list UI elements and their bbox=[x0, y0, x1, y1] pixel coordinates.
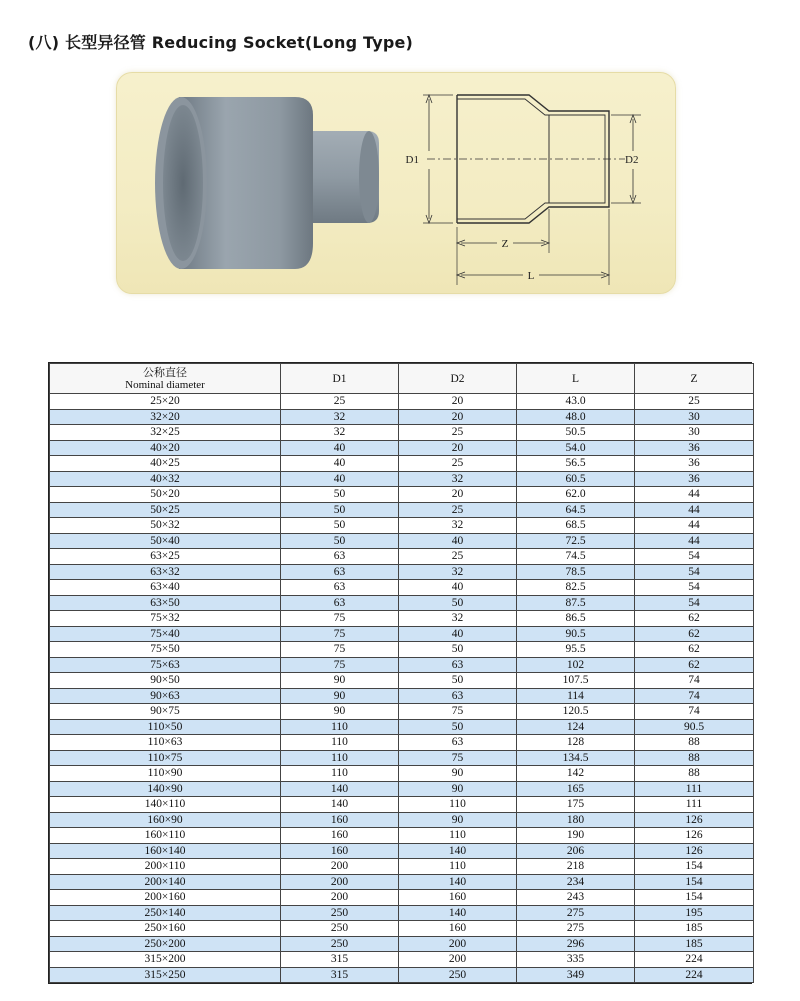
cell-nominal: 40×32 bbox=[50, 471, 281, 487]
cell-z: 88 bbox=[635, 766, 754, 782]
cell-l: 218 bbox=[517, 859, 635, 875]
cell-d2: 160 bbox=[399, 890, 517, 906]
cell-d1: 25 bbox=[281, 394, 399, 410]
cell-nominal: 63×40 bbox=[50, 580, 281, 596]
cell-l: 234 bbox=[517, 874, 635, 890]
cell-z: 54 bbox=[635, 595, 754, 611]
cell-z: 44 bbox=[635, 533, 754, 549]
cell-d2: 200 bbox=[399, 952, 517, 968]
cell-d1: 50 bbox=[281, 518, 399, 534]
cell-z: 111 bbox=[635, 797, 754, 813]
cell-d2: 140 bbox=[399, 843, 517, 859]
cell-l: 349 bbox=[517, 967, 635, 983]
cell-d2: 32 bbox=[399, 611, 517, 627]
cell-d1: 90 bbox=[281, 673, 399, 689]
label-d2: D2 bbox=[625, 154, 639, 166]
dimension-table bbox=[48, 362, 752, 984]
cell-d2: 110 bbox=[399, 859, 517, 875]
table-row bbox=[50, 704, 754, 720]
table-row bbox=[50, 580, 754, 596]
cell-z: 126 bbox=[635, 843, 754, 859]
table-row bbox=[50, 890, 754, 906]
cell-d2: 50 bbox=[399, 673, 517, 689]
cell-nominal: 160×90 bbox=[50, 812, 281, 828]
table-row bbox=[50, 626, 754, 642]
cell-z: 62 bbox=[635, 642, 754, 658]
cell-l: 190 bbox=[517, 828, 635, 844]
cell-l: 64.5 bbox=[517, 502, 635, 518]
cell-d2: 63 bbox=[399, 688, 517, 704]
cell-l: 68.5 bbox=[517, 518, 635, 534]
cell-d2: 40 bbox=[399, 533, 517, 549]
cell-l: 120.5 bbox=[517, 704, 635, 720]
table-row bbox=[50, 425, 754, 441]
cell-z: 154 bbox=[635, 890, 754, 906]
cell-d1: 50 bbox=[281, 487, 399, 503]
cell-l: 175 bbox=[517, 797, 635, 813]
cell-nominal: 50×32 bbox=[50, 518, 281, 534]
table-row bbox=[50, 688, 754, 704]
cell-z: 54 bbox=[635, 564, 754, 580]
cell-d1: 40 bbox=[281, 456, 399, 472]
table-row bbox=[50, 595, 754, 611]
cell-z: 74 bbox=[635, 673, 754, 689]
cell-d1: 40 bbox=[281, 440, 399, 456]
cell-l: 128 bbox=[517, 735, 635, 751]
cell-l: 134.5 bbox=[517, 750, 635, 766]
table-row bbox=[50, 564, 754, 580]
table-header-row bbox=[50, 364, 754, 394]
cell-nominal: 110×90 bbox=[50, 766, 281, 782]
cell-d2: 25 bbox=[399, 549, 517, 565]
table-row bbox=[50, 766, 754, 782]
cell-d1: 315 bbox=[281, 967, 399, 983]
cell-d2: 140 bbox=[399, 905, 517, 921]
header-nominal-cn: 公称直径 bbox=[143, 365, 187, 379]
table-row bbox=[50, 502, 754, 518]
cell-d1: 315 bbox=[281, 952, 399, 968]
cell-d1: 110 bbox=[281, 750, 399, 766]
cell-l: 95.5 bbox=[517, 642, 635, 658]
cell-d2: 40 bbox=[399, 580, 517, 596]
cell-z: 154 bbox=[635, 874, 754, 890]
cell-d1: 50 bbox=[281, 502, 399, 518]
cell-z: 185 bbox=[635, 921, 754, 937]
cell-z: 62 bbox=[635, 626, 754, 642]
cell-nominal: 110×75 bbox=[50, 750, 281, 766]
header-d1: D1 bbox=[281, 364, 399, 394]
cell-nominal: 250×140 bbox=[50, 905, 281, 921]
cell-z: 62 bbox=[635, 611, 754, 627]
cell-d2: 25 bbox=[399, 502, 517, 518]
cell-d2: 20 bbox=[399, 487, 517, 503]
cell-d1: 75 bbox=[281, 611, 399, 627]
cell-z: 44 bbox=[635, 487, 754, 503]
cell-z: 111 bbox=[635, 781, 754, 797]
cell-l: 206 bbox=[517, 843, 635, 859]
cell-d1: 250 bbox=[281, 921, 399, 937]
cell-z: 44 bbox=[635, 502, 754, 518]
header-z: Z bbox=[635, 364, 754, 394]
cell-d1: 250 bbox=[281, 905, 399, 921]
cell-d2: 32 bbox=[399, 564, 517, 580]
table-row bbox=[50, 874, 754, 890]
cell-d2: 110 bbox=[399, 797, 517, 813]
table-row bbox=[50, 719, 754, 735]
table-row bbox=[50, 936, 754, 952]
cell-z: 30 bbox=[635, 409, 754, 425]
cell-d2: 75 bbox=[399, 704, 517, 720]
table-row bbox=[50, 487, 754, 503]
table-row bbox=[50, 797, 754, 813]
cell-l: 74.5 bbox=[517, 549, 635, 565]
cell-z: 126 bbox=[635, 828, 754, 844]
cell-z: 224 bbox=[635, 952, 754, 968]
cell-nominal: 200×110 bbox=[50, 859, 281, 875]
cell-d1: 160 bbox=[281, 828, 399, 844]
cell-l: 56.5 bbox=[517, 456, 635, 472]
table-row bbox=[50, 657, 754, 673]
cell-d1: 75 bbox=[281, 626, 399, 642]
cell-l: 60.5 bbox=[517, 471, 635, 487]
cell-d1: 110 bbox=[281, 735, 399, 751]
page-title: (八) 长型异径管 Reducing Socket(Long Type) bbox=[28, 33, 414, 52]
cell-z: 36 bbox=[635, 456, 754, 472]
cell-d2: 90 bbox=[399, 812, 517, 828]
label-d1: D1 bbox=[405, 154, 419, 166]
header-nominal-en: Nominal diameter bbox=[125, 378, 205, 391]
cell-nominal: 63×32 bbox=[50, 564, 281, 580]
cell-l: 275 bbox=[517, 921, 635, 937]
cell-nominal: 200×140 bbox=[50, 874, 281, 890]
cell-d1: 200 bbox=[281, 859, 399, 875]
cell-nominal: 25×20 bbox=[50, 394, 281, 410]
cell-z: 36 bbox=[635, 471, 754, 487]
cell-d2: 63 bbox=[399, 735, 517, 751]
cell-z: 74 bbox=[635, 688, 754, 704]
cell-d2: 25 bbox=[399, 456, 517, 472]
table-row bbox=[50, 471, 754, 487]
cell-nominal: 75×40 bbox=[50, 626, 281, 642]
cell-d1: 75 bbox=[281, 642, 399, 658]
cell-l: 124 bbox=[517, 719, 635, 735]
cell-d2: 90 bbox=[399, 766, 517, 782]
cell-l: 90.5 bbox=[517, 626, 635, 642]
cell-nominal: 75×50 bbox=[50, 642, 281, 658]
cell-d2: 32 bbox=[399, 471, 517, 487]
table-row bbox=[50, 843, 754, 859]
cell-d2: 20 bbox=[399, 440, 517, 456]
cell-l: 86.5 bbox=[517, 611, 635, 627]
table-row bbox=[50, 828, 754, 844]
cell-d2: 250 bbox=[399, 967, 517, 983]
table-row bbox=[50, 409, 754, 425]
cell-l: 48.0 bbox=[517, 409, 635, 425]
header-d2: D2 bbox=[399, 364, 517, 394]
cell-d1: 200 bbox=[281, 890, 399, 906]
cell-z: 126 bbox=[635, 812, 754, 828]
cell-d2: 20 bbox=[399, 409, 517, 425]
cell-nominal: 75×63 bbox=[50, 657, 281, 673]
cell-l: 114 bbox=[517, 688, 635, 704]
cell-d2: 63 bbox=[399, 657, 517, 673]
cell-nominal: 40×20 bbox=[50, 440, 281, 456]
table-row bbox=[50, 456, 754, 472]
cell-d1: 63 bbox=[281, 549, 399, 565]
cell-d2: 25 bbox=[399, 425, 517, 441]
cell-d2: 32 bbox=[399, 518, 517, 534]
cell-nominal: 110×50 bbox=[50, 719, 281, 735]
cell-d1: 63 bbox=[281, 564, 399, 580]
technical-drawing bbox=[423, 95, 641, 285]
cell-nominal: 32×20 bbox=[50, 409, 281, 425]
table-row bbox=[50, 750, 754, 766]
cell-nominal: 250×200 bbox=[50, 936, 281, 952]
cell-nominal: 160×140 bbox=[50, 843, 281, 859]
table-row bbox=[50, 440, 754, 456]
cell-z: 44 bbox=[635, 518, 754, 534]
cell-l: 102 bbox=[517, 657, 635, 673]
cell-z: 54 bbox=[635, 580, 754, 596]
cell-d2: 50 bbox=[399, 642, 517, 658]
cell-l: 243 bbox=[517, 890, 635, 906]
cell-d1: 160 bbox=[281, 843, 399, 859]
cell-d2: 110 bbox=[399, 828, 517, 844]
table-row bbox=[50, 735, 754, 751]
table-row bbox=[50, 533, 754, 549]
cell-nominal: 140×90 bbox=[50, 781, 281, 797]
cell-nominal: 315×200 bbox=[50, 952, 281, 968]
cell-z: 74 bbox=[635, 704, 754, 720]
cell-nominal: 110×63 bbox=[50, 735, 281, 751]
cell-l: 165 bbox=[517, 781, 635, 797]
cell-l: 180 bbox=[517, 812, 635, 828]
cell-d1: 32 bbox=[281, 409, 399, 425]
cell-l: 335 bbox=[517, 952, 635, 968]
cell-nominal: 63×25 bbox=[50, 549, 281, 565]
table-row bbox=[50, 394, 754, 410]
cell-z: 154 bbox=[635, 859, 754, 875]
cell-nominal: 50×40 bbox=[50, 533, 281, 549]
cell-d1: 140 bbox=[281, 797, 399, 813]
cell-nominal: 140×110 bbox=[50, 797, 281, 813]
cell-l: 62.0 bbox=[517, 487, 635, 503]
cell-z: 88 bbox=[635, 750, 754, 766]
table-row bbox=[50, 518, 754, 534]
cell-l: 43.0 bbox=[517, 394, 635, 410]
cell-d2: 20 bbox=[399, 394, 517, 410]
cell-nominal: 75×32 bbox=[50, 611, 281, 627]
cell-nominal: 63×50 bbox=[50, 595, 281, 611]
cell-z: 30 bbox=[635, 425, 754, 441]
header-l: L bbox=[517, 364, 635, 394]
cell-d2: 90 bbox=[399, 781, 517, 797]
table-row bbox=[50, 549, 754, 565]
cell-z: 90.5 bbox=[635, 719, 754, 735]
cell-z: 25 bbox=[635, 394, 754, 410]
table-row bbox=[50, 952, 754, 968]
cell-nominal: 50×25 bbox=[50, 502, 281, 518]
cell-d1: 200 bbox=[281, 874, 399, 890]
cell-l: 87.5 bbox=[517, 595, 635, 611]
cell-nominal: 90×63 bbox=[50, 688, 281, 704]
cell-d1: 90 bbox=[281, 704, 399, 720]
cell-nominal: 90×75 bbox=[50, 704, 281, 720]
cell-d1: 32 bbox=[281, 425, 399, 441]
table-row bbox=[50, 673, 754, 689]
cell-l: 72.5 bbox=[517, 533, 635, 549]
cell-d2: 50 bbox=[399, 719, 517, 735]
cell-d1: 90 bbox=[281, 688, 399, 704]
cell-d1: 63 bbox=[281, 595, 399, 611]
cell-d1: 40 bbox=[281, 471, 399, 487]
cell-l: 50.5 bbox=[517, 425, 635, 441]
table-row bbox=[50, 611, 754, 627]
cell-z: 195 bbox=[635, 905, 754, 921]
product-illustration bbox=[117, 73, 677, 295]
cell-z: 36 bbox=[635, 440, 754, 456]
cell-z: 54 bbox=[635, 549, 754, 565]
cell-l: 82.5 bbox=[517, 580, 635, 596]
cell-z: 185 bbox=[635, 936, 754, 952]
table-row bbox=[50, 967, 754, 983]
cell-d1: 160 bbox=[281, 812, 399, 828]
cell-l: 78.5 bbox=[517, 564, 635, 580]
table-row bbox=[50, 921, 754, 937]
cell-nominal: 90×50 bbox=[50, 673, 281, 689]
header-nominal-diameter bbox=[50, 364, 281, 394]
cell-d1: 250 bbox=[281, 936, 399, 952]
cell-nominal: 315×250 bbox=[50, 967, 281, 983]
product-panel bbox=[116, 72, 676, 294]
table-row bbox=[50, 642, 754, 658]
cell-l: 54.0 bbox=[517, 440, 635, 456]
cell-nominal: 40×25 bbox=[50, 456, 281, 472]
table-row bbox=[50, 905, 754, 921]
cell-d2: 140 bbox=[399, 874, 517, 890]
table-row bbox=[50, 859, 754, 875]
cell-z: 62 bbox=[635, 657, 754, 673]
cell-d1: 50 bbox=[281, 533, 399, 549]
cell-nominal: 250×160 bbox=[50, 921, 281, 937]
cell-l: 275 bbox=[517, 905, 635, 921]
cell-nominal: 50×20 bbox=[50, 487, 281, 503]
cell-l: 296 bbox=[517, 936, 635, 952]
cell-nominal: 32×25 bbox=[50, 425, 281, 441]
table-row bbox=[50, 781, 754, 797]
cell-d1: 110 bbox=[281, 766, 399, 782]
cell-d2: 160 bbox=[399, 921, 517, 937]
cell-d2: 40 bbox=[399, 626, 517, 642]
cell-nominal: 160×110 bbox=[50, 828, 281, 844]
label-z: Z bbox=[501, 238, 509, 250]
cell-d1: 75 bbox=[281, 657, 399, 673]
cell-l: 142 bbox=[517, 766, 635, 782]
cell-z: 224 bbox=[635, 967, 754, 983]
cell-z: 88 bbox=[635, 735, 754, 751]
table-row bbox=[50, 812, 754, 828]
cell-d2: 75 bbox=[399, 750, 517, 766]
cell-d2: 200 bbox=[399, 936, 517, 952]
cell-nominal: 200×160 bbox=[50, 890, 281, 906]
cell-d1: 110 bbox=[281, 719, 399, 735]
cell-d2: 50 bbox=[399, 595, 517, 611]
cell-l: 107.5 bbox=[517, 673, 635, 689]
cell-d1: 63 bbox=[281, 580, 399, 596]
cell-d1: 140 bbox=[281, 781, 399, 797]
fitting-photo bbox=[155, 97, 379, 269]
label-l: L bbox=[527, 270, 535, 282]
